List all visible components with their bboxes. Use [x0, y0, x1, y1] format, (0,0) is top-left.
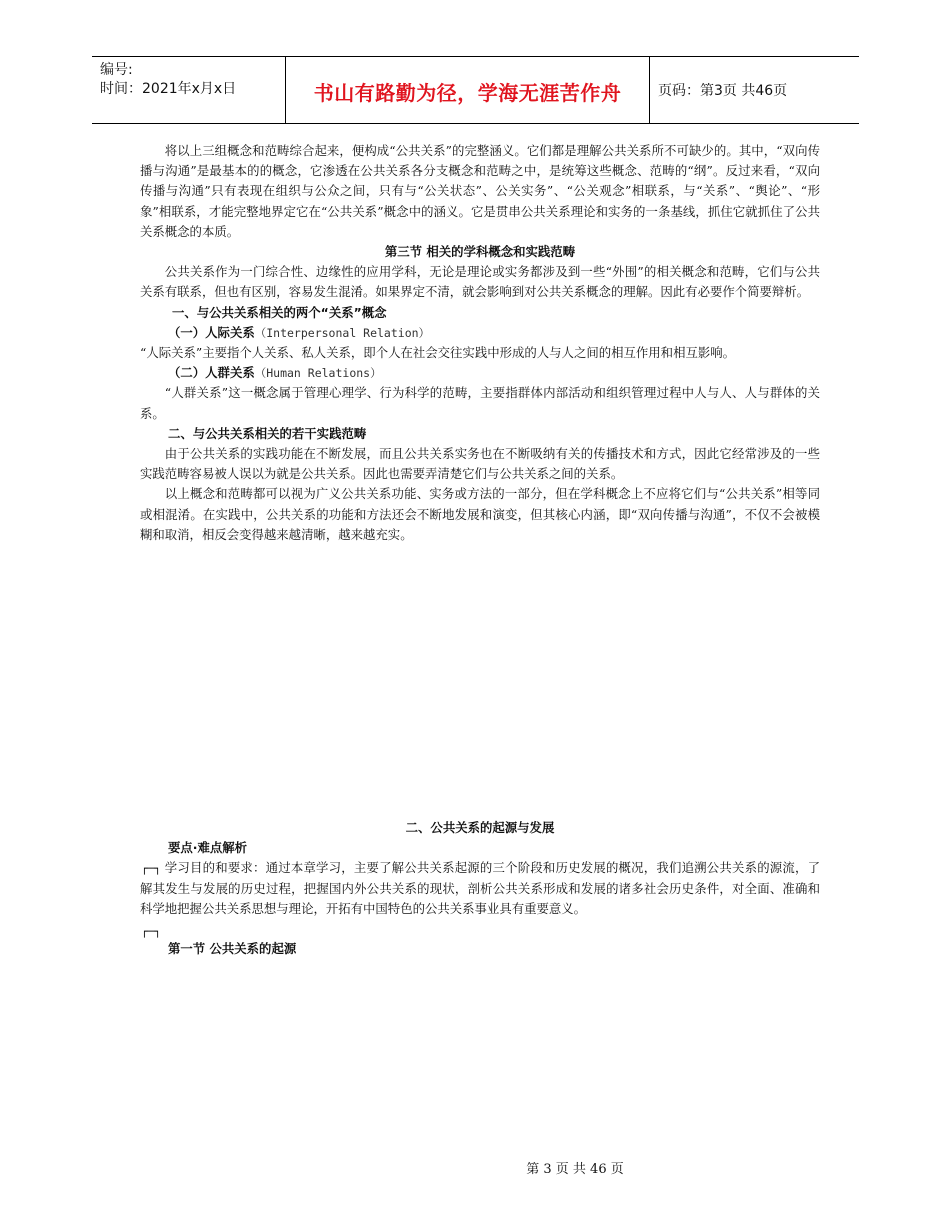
section-heading: 第一节 公共关系的起源: [168, 941, 297, 957]
number-label: 编号:: [100, 62, 133, 78]
bracket-mark: ┌─┐: [141, 862, 161, 875]
subheading-item: [140, 323, 820, 343]
paragraph: 公共关系作为一门综合性、边缘性的应用学科，无论是理论或实务都涉及到一些“外围”的相关概念和范畴，它们与公共关系有联系，但也有区别，容易发生混淆。如果界定不清，就会影响到对公共关系概念的理解。因此有必要作个简要辩析。: [140, 264, 820, 300]
footer-page-number: 第 3 页 共 46 页: [526, 1162, 624, 1177]
english-term: （Human Relations）: [254, 366, 382, 381]
subheading-item: [140, 363, 820, 383]
paragraph: 将以上三组概念和范畴综合起来，便构成“公共关系”的完整涵义。它们都是理解公共关系所不可缺少的。其中，“双向传播与沟通”是最基本的的概念，它渗透在公共关系各分支概念和范畴之中，是统筹这些概念、范畴的“纲”。反过来看，“双向传播与沟通”只有表现在组织与公众之间，只有与“公关状态”、公关实务”、“公关观念”相联系，与“关系”、“舆论”、“形象”相联系，才能完整地界定它在“公共关系”概念中的涵义。它是贯串公共关系理论和实务的一条基线，抓住它就抓住了公共关系概念的本质。: [140, 143, 820, 239]
header-page-cell: [650, 57, 859, 123]
section-heading: 第三节 相关的学科概念和实践范畴: [384, 244, 576, 260]
page-footer: [0, 1158, 950, 1177]
subheading-title: （二）人群关系: [168, 365, 255, 381]
paragraph: “人际关系”主要指个人关系、私人关系，即个人在社会交往实践中形成的人与人之间的相互作用和相互影响。: [140, 345, 736, 361]
paragraph: 学习目的和要求：通过本章学习，主要了解公共关系起源的三个阶段和历史发展的概况，我们追溯公共关系的源流，了解其发生与发展的历史过程，把握国内外公共关系的现状，剖析公共关系形成和发展的诸多社会历史条件，对全面、准确和科学地把握公共关系思想与理论，开拓有中国特色的公共关系事业具有重要意义。: [140, 860, 820, 916]
chapter-title: 二、公共关系的起源与发展: [405, 820, 555, 835]
motto-text: 书山有路勤为径，学海无涯苦作舟: [313, 80, 622, 105]
header-motto-cell: [286, 57, 650, 123]
spacer: [140, 919, 820, 939]
page-info: 页码：第3页 共46页: [658, 83, 788, 99]
paragraph: 以上概念和范畴都可以视为广义公共关系功能、实务或方法的一部分，但在学科概念上不应将它们与“公共关系”相等同或相混淆。在实践中，公共关系的功能和方法还会不断地发展和演变，但其核心内涵，即“双向传播与沟通”，不仅不会被模糊和取消，相反会变得越来越清晰，越来越充实。: [140, 486, 820, 542]
paragraph: “人群关系”这一概念属于管理心理学、行为科学的范畴，主要指群体内部活动和组织管理过程中人与人、人与群体的关系。: [140, 385, 820, 421]
time-label: 时间：2021年x月x日: [100, 81, 237, 97]
bracket-mark: ┌─┐: [141, 925, 161, 938]
page-header: [92, 56, 859, 124]
subheading: 二、与公共关系相关的若干实践范畴: [168, 425, 367, 441]
header-meta-cell: [92, 57, 286, 123]
subheading: 一、与公共关系相关的两个“关系”概念: [172, 304, 387, 320]
english-term: （Interpersonal Relation）: [254, 325, 431, 340]
key-points-heading: 要点·难点解析: [168, 840, 248, 856]
document-body: [140, 141, 820, 545]
subheading-title: （一）人际关系: [168, 324, 255, 340]
chapter-section: [140, 818, 820, 959]
paragraph: 由于公共关系的实践功能在不断发展，而且公共关系实务也在不断吸纳有关的传播技术和方式，因此它经常涉及的一些实践范畴容易被人误以为就是公共关系。因此也需要弄清楚它们与公共关系之间的关系。: [140, 446, 820, 482]
